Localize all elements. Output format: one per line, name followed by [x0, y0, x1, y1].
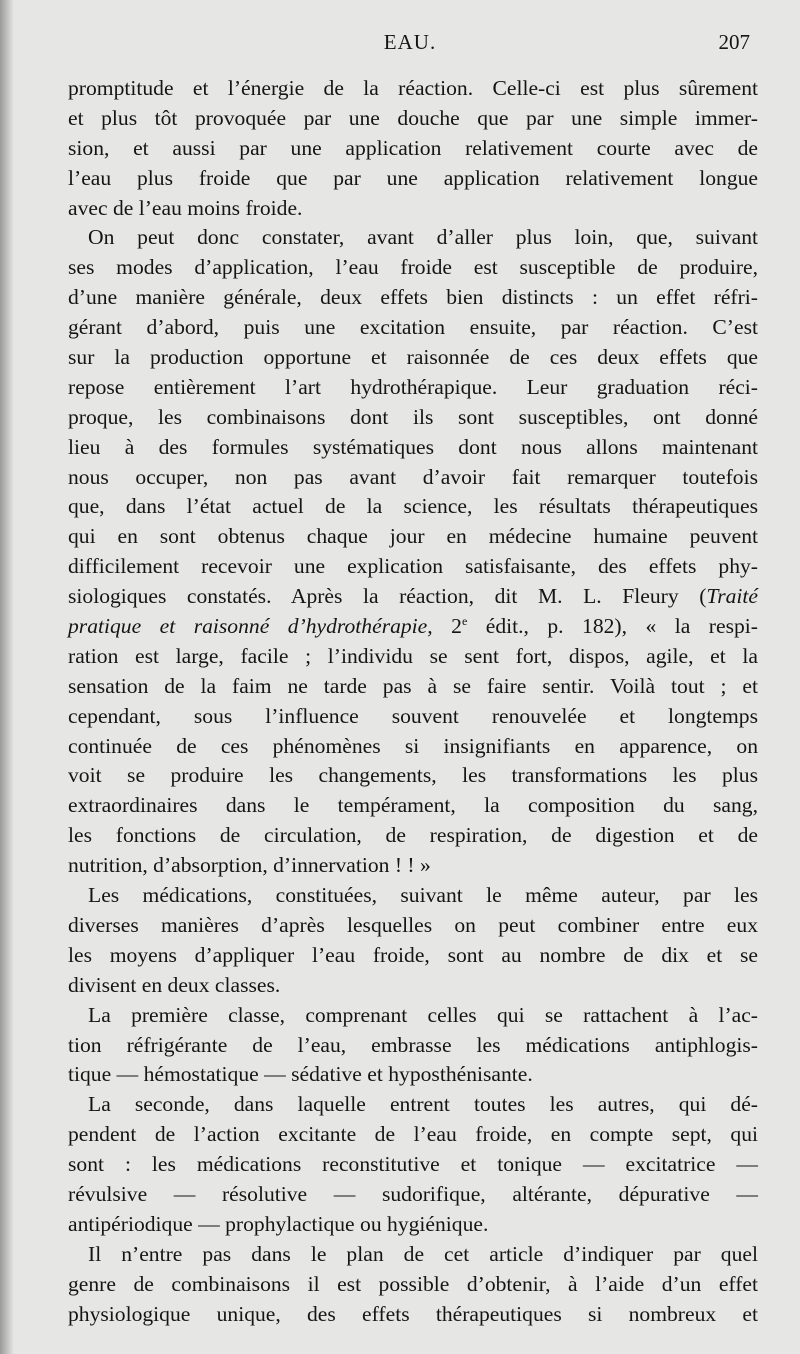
- body-text: [68, 74, 758, 1329]
- running-title: EAU.: [383, 30, 437, 54]
- text-line: genre de combinaisons il est possible d’obtenir, à l’aide d’un effet: [68, 1271, 758, 1296]
- text-line: La première classe, comprenant celles qui se rattachent à l’ac-: [88, 1002, 758, 1027]
- text-line: avec de l’eau moins froide.: [68, 195, 303, 220]
- text-line: diverses manières d’après lesquelles on peut combiner entre eux: [68, 912, 758, 937]
- text-line: cependant, sous l’influence souvent renouvelée et longtemps: [68, 703, 758, 728]
- page-header: [70, 30, 750, 60]
- text-line: difficilement recevoir une explication satisfaisante, des effets phy-: [68, 554, 758, 579]
- book-title-italic: pratique et raisonné d’hydrothérapie,: [68, 614, 433, 639]
- text-line: l’eau plus froide que par une application relativement longue: [68, 165, 758, 190]
- text-line: gérant d’abord, puis une excitation ensuite, par réaction. C’est: [68, 315, 758, 340]
- page-number: 207: [718, 30, 750, 54]
- text-line: les fonctions de circulation, de respiration, de digestion et de: [68, 823, 758, 848]
- text-line: ration est large, facile ; l’individu se sent fort, dispos, agile, et la: [68, 643, 758, 668]
- text-line: Les médications, constituées, suivant le même auteur, par les: [88, 883, 758, 908]
- text-line: divisent en deux classes.: [68, 972, 281, 997]
- text-segment: édit., p. 182), « la respi-: [467, 614, 758, 639]
- text-line: ses modes d’application, l’eau froide est susceptible de produire,: [68, 255, 758, 280]
- text-line: On peut donc constater, avant d’aller plus loin, que, suivant: [88, 225, 758, 250]
- text-line: proque, les combinaisons dont ils sont susceptibles, ont donné: [68, 404, 758, 429]
- text-line: Il n’entre pas dans le plan de cet article d’indiquer par quel: [88, 1241, 758, 1266]
- text-line: sont : les médications reconstitutive et tonique — excitatrice —: [68, 1152, 758, 1177]
- text-line: sensation de la faim ne tarde pas à se faire sentir. Voilà tout ; et: [68, 673, 758, 698]
- text-line: et plus tôt provoquée par une douche que par une simple immer-: [68, 105, 758, 130]
- text-line: tion réfrigérante de l’eau, embrasse les médications antiphlogis-: [68, 1032, 758, 1057]
- text-line: La seconde, dans laquelle entrent toutes les autres, qui dé-: [88, 1092, 758, 1117]
- text-line: repose entièrement l’art hydrothérapique. Leur graduation réci-: [68, 374, 758, 399]
- superscript: e: [461, 614, 468, 629]
- text-line: extraordinaires dans le tempérament, la composition du sang,: [68, 793, 758, 818]
- text-line: tique — hémostatique — sédative et hyposthénisante.: [68, 1062, 533, 1087]
- text-line: qui en sont obtenus chaque jour en médecine humaine peuvent: [68, 524, 758, 549]
- text-line: [68, 612, 758, 642]
- text-line: que, dans l’état actuel de la science, les résultats thérapeutiques: [68, 494, 758, 519]
- text-line: nutrition, d’absorption, d’innervation ! ! »: [68, 853, 431, 878]
- text-line: voit se produire les changements, les transformations les plus: [68, 763, 758, 788]
- text-line: antipériodique — prophylactique ou hygiénique.: [68, 1211, 489, 1236]
- text-line: lieu à des formules systématiques dont nous allons maintenant: [68, 434, 758, 459]
- text-line: nous occuper, non pas avant d’avoir fait remarquer toutefois: [68, 464, 758, 489]
- text-line: continuée de ces phénomènes si insignifiants en apparence, on: [68, 733, 758, 758]
- text-line: les moyens d’appliquer l’eau froide, sont au nombre de dix et se: [68, 942, 758, 967]
- text-line: d’une manière générale, deux effets bien distincts : un effet réfri-: [68, 285, 758, 310]
- text-line: promptitude et l’énergie de la réaction. Celle-ci est plus sûrement: [68, 76, 758, 100]
- text-segment: siologiques constatés. Après la réaction, dit M. L. Fleury (: [68, 584, 707, 609]
- book-title-italic: Traité: [706, 584, 758, 609]
- text-line: [68, 582, 758, 612]
- text-line: sion, et aussi par une application relativement courte avec de: [68, 135, 758, 160]
- text-line: révulsive — résolutive — sudorifique, altérante, dépurative —: [68, 1181, 758, 1206]
- text-line: physiologique unique, des effets thérapeutiques si nombreux et: [68, 1301, 758, 1326]
- text-line: sur la production opportune et raisonnée de ces deux effets que: [68, 345, 758, 370]
- text-segment: 2: [432, 614, 462, 639]
- text-line: pendent de l’action excitante de l’eau froide, en compte sept, qui: [68, 1122, 758, 1147]
